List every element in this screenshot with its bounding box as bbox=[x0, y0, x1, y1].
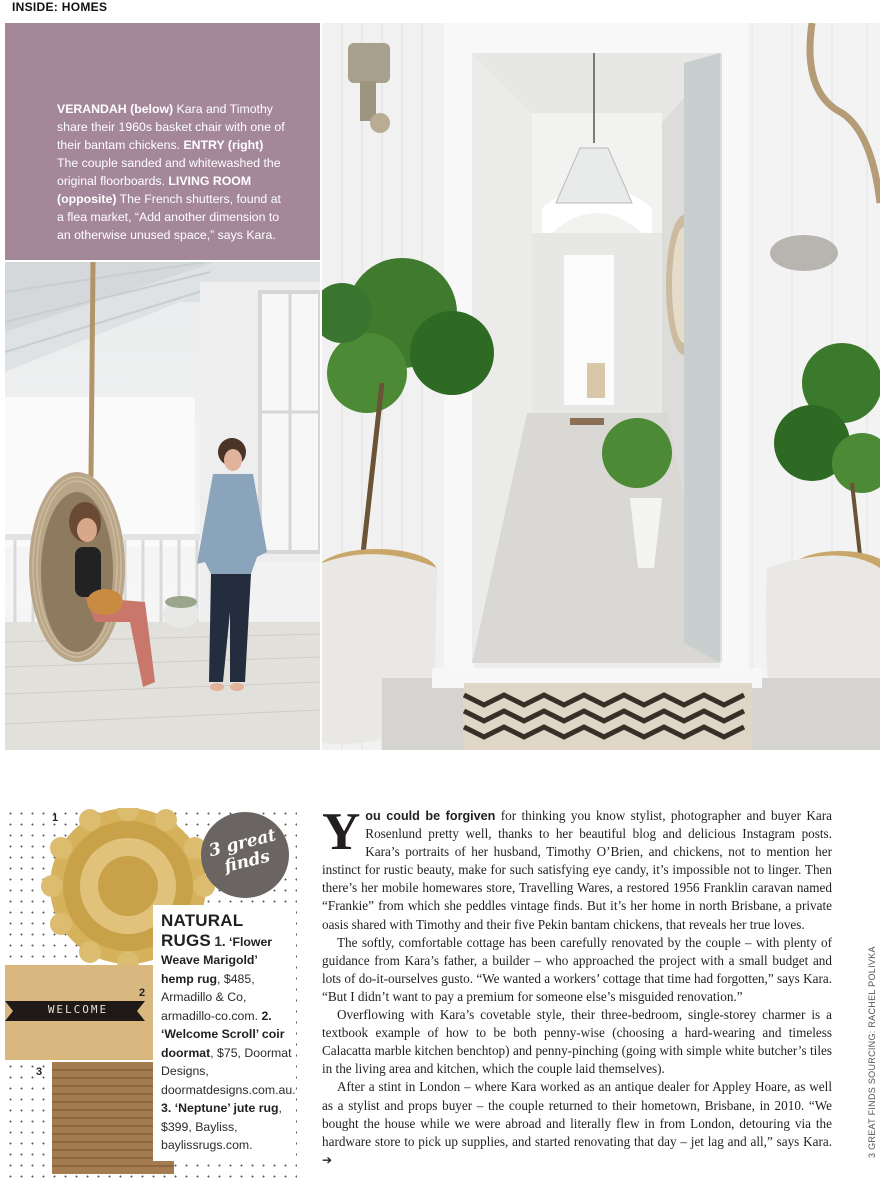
find-item-2-number: 2. bbox=[261, 1008, 272, 1023]
verandah-photo bbox=[5, 262, 320, 750]
finds-badge bbox=[201, 812, 289, 898]
find-item-3-number: 3. bbox=[161, 1101, 172, 1115]
caption-heading-entry: ENTRY (right) bbox=[183, 138, 264, 152]
finds-badge-text: 3 great finds bbox=[207, 825, 279, 878]
sourcing-credit: 3 GREAT FINDS SOURCING: RACHEL POLIVKA bbox=[867, 946, 877, 1158]
caption-text-living-room: The French shutters, found at a flea market, “Add another dimension to an otherwise unused space,” says Kara. bbox=[57, 192, 281, 242]
find-item-1-details: , $485, Armadillo & Co, armadillo-co.com. bbox=[161, 971, 259, 1023]
find-item-1-name: ‘Flower Weave Marigold’ hemp rug bbox=[161, 934, 273, 986]
article-paragraph-1 bbox=[322, 803, 833, 934]
entry-photo bbox=[322, 23, 880, 750]
continue-arrow-icon: ➔ bbox=[322, 1152, 333, 1167]
section-label: INSIDE: HOMES bbox=[12, 0, 108, 14]
find-number-1: 1 bbox=[52, 812, 59, 824]
photo-caption bbox=[57, 100, 285, 244]
article-paragraph-4 bbox=[322, 1078, 832, 1168]
article-paragraph-3: Overflowing with Kara’s covetable style, their three-bedroom, single-storey charmer is a textbook example of how to be both penny-wise (choosing a hard-wearing and timeless Calacatta marble kitchen benchtop) and penny-pinching (going with simple white butcher’s tiles in the living area and kitchen, which the couple laid themselves). bbox=[322, 1007, 832, 1077]
caption-text-verandah: Kara and Timothy share their 1960s basket chair with one of their bantam chickens. bbox=[57, 102, 285, 152]
caption-text-entry: The couple sanded and whitewashed the original floorboards. bbox=[57, 156, 281, 188]
finds-list bbox=[161, 911, 296, 1155]
find-number-2: 2 bbox=[139, 987, 146, 999]
find-item-2-details: , $75, Doormat Designs, doormatdesigns.com.au. bbox=[161, 1045, 296, 1097]
caption-heading-living-room: LIVING ROOM (opposite) bbox=[57, 174, 252, 206]
article-body bbox=[322, 803, 833, 1169]
find-item-2-name: ‘Welcome Scroll’ coir doormat bbox=[161, 1027, 285, 1060]
article-lead-in: ou could be forgiven bbox=[365, 809, 496, 823]
article-paragraph-4-text: After a stint in London – where Kara worked as an antique dealer for Appley Hoare, as well as a stylist and props buyer – the couple returned to their hometown, Brisbane, in 2010. “We bought the house while we were abroad and literally flew in from London, detouring via the hardware store to pick up supplies, and started renovating that day – jet lag and all,” says Kara. bbox=[322, 1079, 832, 1149]
entry-photo-illustration bbox=[322, 23, 880, 750]
article-paragraph-2: The softly, comfortable cottage has been carefully renovated by the couple – with plenty of guidance from Kara’s father, a builder – who approached the project with a small budget and lots of do-it-ourselves gusto. “We wanted a workers’ cottage that time had forgotten,” says Kara. “But I didn’t want to pay a premium for someone else’s misguided renovation.” bbox=[322, 934, 832, 1004]
finds-heading: NATURAL RUGS bbox=[161, 911, 243, 950]
find-item-3-name: ‘Neptune’ jute rug bbox=[174, 1101, 279, 1115]
drop-cap: Y bbox=[322, 803, 361, 861]
verandah-photo-illustration bbox=[5, 262, 320, 750]
find-number-3: 3 bbox=[36, 1066, 43, 1078]
caption-heading-verandah: VERANDAH (below) bbox=[57, 102, 174, 116]
doormat-text: WELCOME bbox=[47, 1003, 109, 1016]
find-item-1-number: 1. bbox=[214, 933, 226, 949]
find-item-3-details: , $399, Bayliss, baylissrugs.com. bbox=[161, 1101, 282, 1152]
article-paragraph-1-text: for thinking you know stylist, photographer and buyer Kara Rosenlund pretty well, thanks to her beautiful blog and delicious Instagram posts. Kara’s portraits of her husband, Timothy O’Brien, and chickens, not to mention her instinct for rustic beauty, make for such satisfying eye candy, it’s impossible not to linger. Then there’s her mobile homewares store, Travelling Wares, a restored 1956 Franklin caravan named “Frankie” from which she peddles vintage finds. But it’s her home in north Brisbane, a private oasis shared with Timothy and their five Pekin bantam chickens, that reveals her true loves. bbox=[322, 808, 833, 932]
